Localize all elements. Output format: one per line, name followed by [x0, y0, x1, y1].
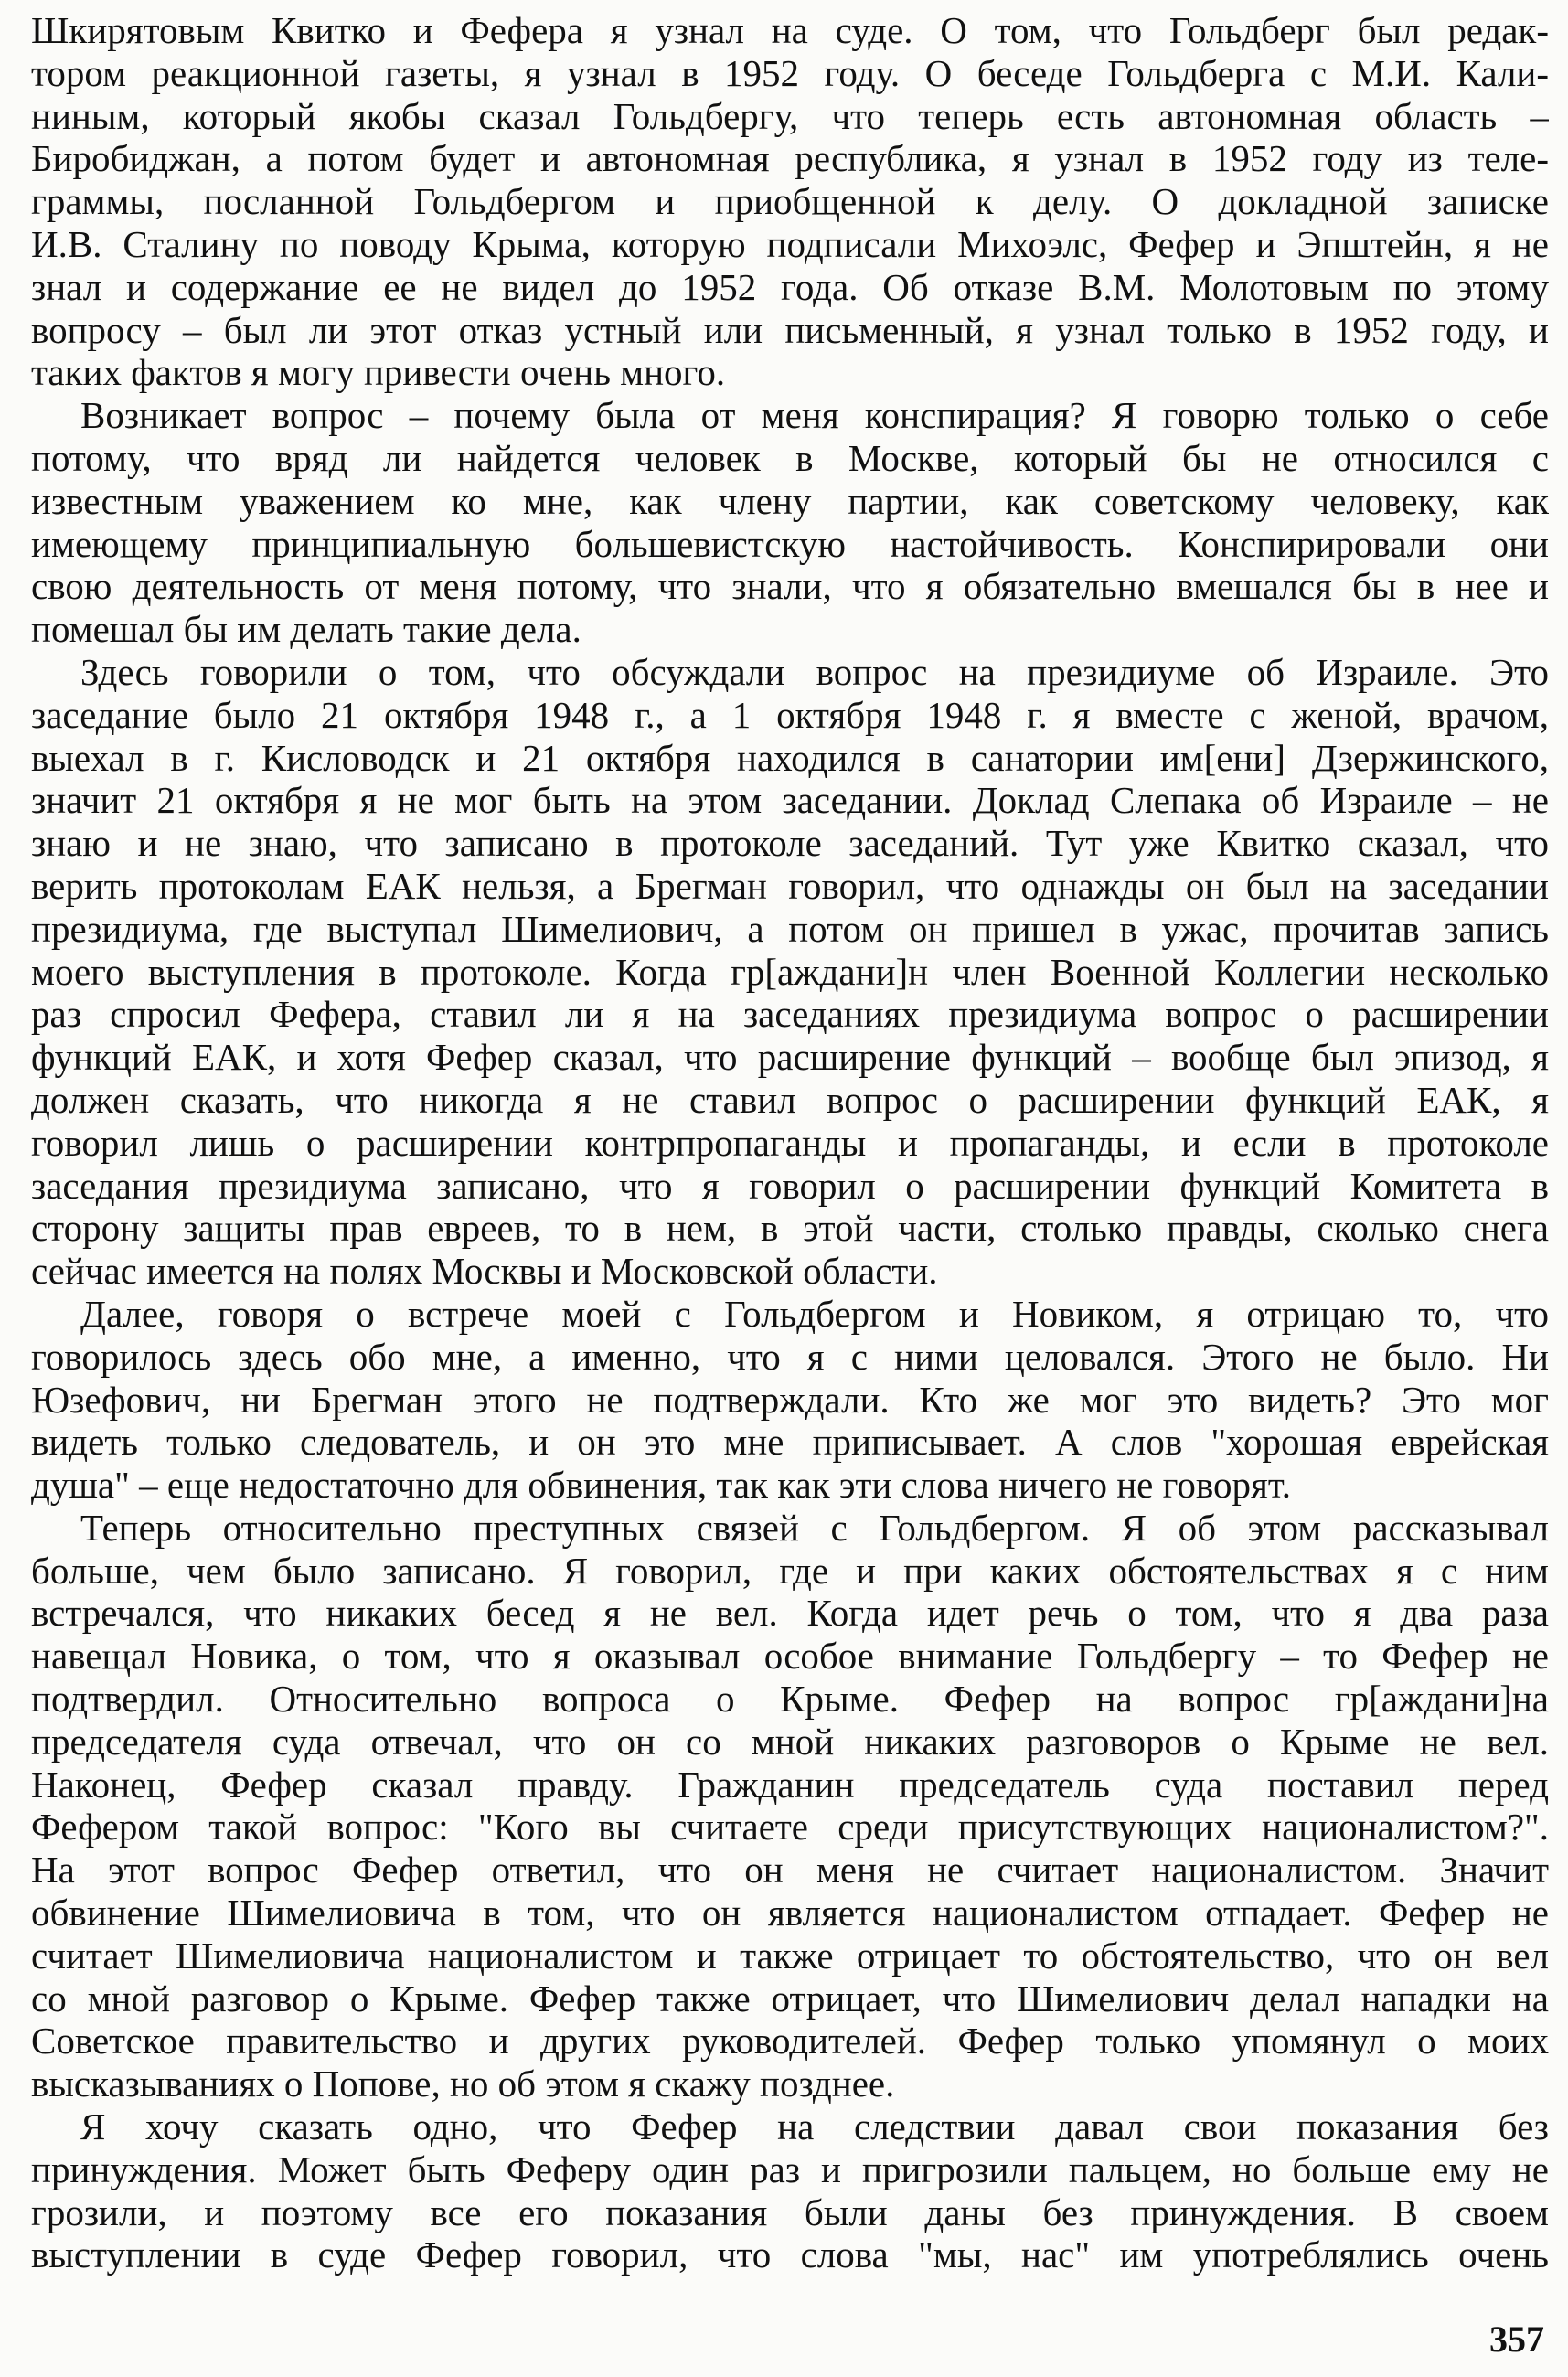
text-line: видеть только следователь, и он это мне приписывает. А слов "хорошая еврейская [31, 1421, 1549, 1464]
text-line: Фефером такой вопрос: "Кого вы считаете среди присутствующих националистом?". [31, 1806, 1549, 1849]
text-line: И.В. Сталину по поводу Крыма, которую подписали Михоэлс, Фефер и Эпштейн, я не [31, 222, 1549, 265]
text-line: Биробиджан, а потом будет и автономная республика, я узнал в 1952 году из теле- [31, 137, 1549, 180]
text-line: свою деятельность от меня потому, что знали, что я обязательно вмешался бы в нее и [31, 565, 1549, 608]
text-line: грозили, и поэтому все его показания были даны без принуждения. В своем [31, 2190, 1549, 2233]
text-line: тором реакционной газеты, я узнал в 1952 году. О беседе Гольдберга с М.И. Кали- [31, 51, 1549, 94]
text-line: Юзефович, ни Брегман этого не подтверждали. Кто же мог это видеть? Это мог [31, 1378, 1549, 1421]
text-line: Далее, говоря о встрече моей с Гольдбергом и Новиком, я отрицаю то, что [80, 1292, 1549, 1335]
text-line: моего выступления в протоколе. Когда гр[аждани]н член Военной Коллегии несколько [31, 950, 1549, 993]
text-line: навещал Новика, о том, что я оказывал особое внимание Гольдбергу – то Фефер не [31, 1635, 1549, 1678]
text-line: принуждения. Может быть Феферу один раз и пригрозили пальцем, но больше ему не [31, 2148, 1549, 2190]
text-line: ниным, который якобы сказал Гольдбергу, что теперь есть автономная область – [31, 94, 1549, 137]
text-line: говорил лишь о расширении контрпропаганды и пропаганды, и если в протоколе [31, 1121, 1549, 1164]
text-line: должен сказать, что никогда я не ставил вопрос о расширении функций ЕАК, я [31, 1078, 1549, 1121]
text-line: верить протоколам ЕАК нельзя, а Брегман говорил, что однажды он был на заседании [31, 864, 1549, 907]
paragraph [31, 651, 1549, 1293]
text-line: высказываниях о Попове, но об этом я скажу позднее. [31, 2063, 895, 2105]
text-line: знал и содержание ее не видел до 1952 года. Об отказе В.М. Молотовым по этому [31, 265, 1549, 308]
text-line: сторону защиты прав евреев, то в нем, в этой части, столько правды, сколько снега [31, 1207, 1549, 1250]
text-line: Здесь говорили о том, что обсуждали вопрос на президиуме об Израиле. Это [80, 650, 1549, 693]
text-line: помешал бы им делать такие дела. [31, 608, 581, 651]
text-line: президиума, где выступал Шимелиович, а потом он пришел в ужас, прочитав запись [31, 907, 1549, 950]
text-line: известным уважением ко мне, как члену партии, как советскому человеку, как [31, 479, 1549, 522]
text-line: председателя суда отвечал, что он со мной никаких разговоров о Крыме не вел. [31, 1720, 1549, 1763]
text-line: таких фактов я могу привести очень много. [31, 351, 726, 394]
text-line: выехал в г. Кисловодск и 21 октября находился в санатории им[ени] Дзержинского, [31, 736, 1549, 779]
text-line: говорилось здесь обо мне, а именно, что я с ними целовался. Этого не было. Ни [31, 1335, 1549, 1378]
text-line: Теперь относительно преступных связей с Гольдбергом. Я об этом рассказывал [80, 1506, 1549, 1549]
text-line: знаю и не знаю, что записано в протоколе заседаний. Тут уже Квитко сказал, что [31, 822, 1549, 865]
text-line: вопросу – был ли этот отказ устный или письменный, я узнал только в 1952 году, и [31, 308, 1549, 351]
text-line: Я хочу сказать одно, что Фефер на следствии давал свои показания без [80, 2105, 1549, 2148]
text-line: подтвердил. Относительно вопроса о Крыме. Фефер на вопрос гр[аждани]на [31, 1678, 1549, 1721]
text-line: сейчас имеется на полях Москвы и Московской области. [31, 1250, 938, 1293]
text-line: встречался, что никаких бесед я не вел. Когда идет речь о том, что я два раза [31, 1592, 1549, 1635]
text-line: душа" – еще недостаточно для обвинения, так как эти слова ничего не говорят. [31, 1464, 1291, 1507]
text-line: считает Шимелиовича националистом и также отрицает то обстоятельство, что он вел [31, 1934, 1549, 1977]
text-line: граммы, посланной Гольдбергом и приобщенной к делу. О докладной записке [31, 180, 1549, 223]
paragraph [31, 2105, 1549, 2276]
text-line: Наконец, Фефер сказал правду. Гражданин председатель суда поставил перед [31, 1763, 1549, 1806]
paragraph [31, 1507, 1549, 2105]
text-line: значит 21 октября я не мог быть на этом заседании. Доклад Слепака об Израиле – не [31, 779, 1549, 822]
text-line: Возникает вопрос – почему была от меня конспирация? Я говорю только о себе [80, 394, 1549, 437]
text-line: обвинение Шимелиовича в том, что он является националистом отпадает. Фефер не [31, 1892, 1549, 1935]
text-line: функций ЕАК, и хотя Фефер сказал, что расширение функций – вообще был эпизод, я [31, 1036, 1549, 1079]
text-line: выступлении в суде Фефер говорил, что слова "мы, нас" им употреблялись очень [31, 2233, 1549, 2276]
text-line: заседание было 21 октября 1948 г., а 1 октября 1948 г. я вместе с женой, врачом, [31, 693, 1549, 736]
text-line: На этот вопрос Фефер ответил, что он меня не считает националистом. Значит [31, 1849, 1549, 1892]
paragraph [31, 394, 1549, 651]
page-number: 357 [1489, 2318, 1544, 2360]
text-line: больше, чем было записано. Я говорил, где и при каких обстоятельствах я с ним [31, 1549, 1549, 1592]
paragraph [31, 9, 1549, 394]
paragraph [31, 1293, 1549, 1507]
page-text [31, 9, 1549, 2276]
text-line: со мной разговор о Крыме. Фефер также отрицает, что Шимелиович делал нападки на [31, 1977, 1549, 2020]
text-line: потому, что вряд ли найдется человек в Москве, который бы не относился с [31, 436, 1549, 479]
text-line: раз спросил Фефера, ставил ли я на заседаниях президиума вопрос о расширении [31, 993, 1549, 1036]
text-line: Шкирятовым Квитко и Фефера я узнал на суде. О том, что Гольдберг был редак- [31, 9, 1549, 51]
text-line: имеющему принципиальную большевистскую настойчивость. Конспирировали они [31, 522, 1549, 565]
text-line: заседания президиума записано, что я говорил о расширении функций Комитета в [31, 1164, 1549, 1207]
text-line: Советское правительство и других руководителей. Фефер только упомянул о моих [31, 2020, 1549, 2063]
